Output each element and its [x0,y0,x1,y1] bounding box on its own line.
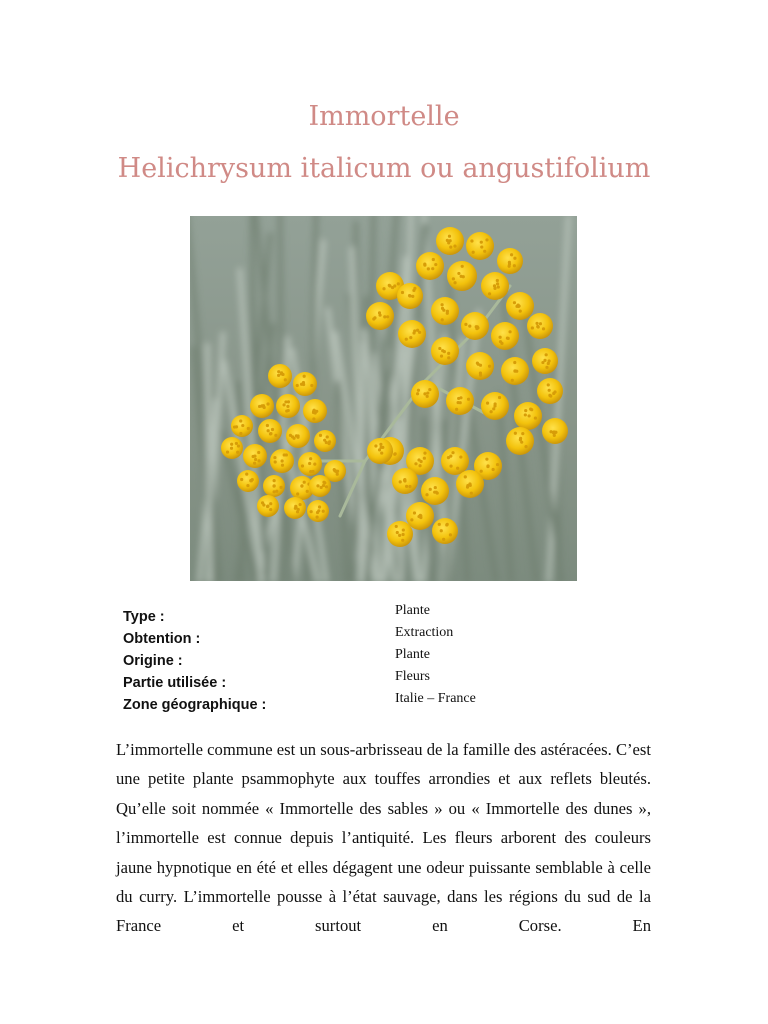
floret-dot [508,261,511,264]
floret-dot [284,400,287,403]
floret-dot [440,355,443,358]
floret-dot [333,468,336,471]
floret-dot [507,337,510,340]
floret-dot [519,438,522,441]
floret-dot [403,479,406,482]
floret-dot [273,490,276,493]
floret-dot [396,531,399,534]
floret-dot [548,389,551,392]
floret-dot [241,424,244,427]
page-subtitle: Helichrysum italicum ou angustifolium [117,153,651,184]
floret-dot [537,325,540,328]
floret-dot [414,462,417,465]
floret-dot [449,533,452,536]
floret-dot [461,265,464,268]
floret-dot [472,251,475,254]
floret-dot [453,281,456,284]
flower-head [416,252,444,280]
floret-dot [534,416,537,419]
floret-dot [397,282,400,285]
flower-head [258,419,282,443]
floret-dot [309,457,312,460]
floret-dot [284,378,287,381]
floret-dot [325,485,328,488]
floret-dot [535,322,538,325]
floret-dot [258,405,261,408]
floret-dot [427,267,430,270]
floret-dot [423,452,426,455]
floret-dot [319,434,322,437]
floret-dot [428,388,431,391]
floret-dot [508,265,511,268]
floret-dot [235,442,238,445]
floret-dot [496,279,499,282]
floret-dot [494,402,497,405]
floret-dot [510,253,513,256]
floret-dot [299,503,302,506]
info-value-origine: Plante [395,647,430,662]
floret-dot [245,473,248,476]
floret-dot [513,257,516,260]
floret-dot [513,361,516,364]
floret-dot [296,492,299,495]
floret-dot [468,325,471,328]
floret-dot [310,384,313,387]
floret-dot [317,509,320,512]
floret-dot [277,374,280,377]
floret-dot [486,402,489,405]
floret-dot [372,317,375,320]
floret-dot [417,389,420,392]
floret-dot [261,501,264,504]
floret-dot [480,470,483,473]
floret-dot [513,301,516,304]
floret-dot [480,245,483,248]
floret-dot [492,468,495,471]
floret-dot [388,284,391,287]
floret-dot [253,455,256,458]
floret-dot [286,405,289,408]
floret-dot [459,396,462,399]
floret-dot [272,484,275,487]
page-title: Immortelle [308,101,460,132]
floret-dot [432,258,435,261]
floret-dot [441,318,444,321]
floret-dot [382,287,385,290]
floret-dot [499,340,502,343]
floret-dot [448,235,451,238]
floret-dot [246,484,249,487]
floret-dot [398,534,401,537]
floret-dot [230,447,233,450]
floret-dot [542,327,545,330]
floret-dot [485,458,488,461]
floret-dot [413,329,416,332]
floret-dot [237,444,240,447]
floret-dot [240,478,243,481]
floret-dot [431,267,434,270]
floret-dot [273,479,276,482]
floret-dot [279,486,282,489]
info-label-obtention: Obtention : [123,631,201,647]
floret-dot [318,505,321,508]
floret-dot [310,510,313,513]
floret-dot [266,504,269,507]
floret-dot [239,432,242,435]
floret-dot [316,484,319,487]
floret-dot [451,451,454,454]
floret-dot [230,443,233,446]
floret-dot [447,241,450,244]
floret-dot [300,485,303,488]
floret-dot [423,264,426,267]
floret-dot [420,460,423,463]
floret-dot [488,365,491,368]
floret-dot [380,446,383,449]
floret-dot [476,362,479,365]
floret-dot [524,445,527,448]
floret-dot [295,434,298,437]
floret-dot [485,238,488,241]
floret-dot [457,272,460,275]
floret-dot [545,353,548,356]
body-paragraph: L’immortelle commune est un sous-arbrisseau de la famille des astéracées. C’est une petite plante psammophyte aux touffes arrondies et aux reflets bleutés. Qu’elle soit nommée « Immortelle des sables » ou « Immortelle des dunes », l’immortelle est connue depuis l’antiquité. Les fleurs arborent des couleurs jaune hypnotique en été et elles dégagent une odeur puissante semblable à celle du curry. L’immortelle pousse à l’état sauvage, dans les régions du sud de la France et surtout en Corse. En [116,740,651,936]
floret-dot [380,451,383,454]
floret-dot [467,398,470,401]
floret-dot [383,315,386,318]
floret-dot [416,392,419,395]
floret-dot [479,364,482,367]
floret-dot [440,303,443,306]
floret-dot [410,518,413,521]
floret-dot [281,459,284,462]
floret-dot [416,329,419,332]
floret-dot [273,456,276,459]
floret-dot [374,444,377,447]
floret-dot [446,312,449,315]
floret-dot [253,462,256,465]
floret-dot [312,410,315,413]
floret-dot [239,419,242,422]
floret-dot [399,480,402,483]
floret-dot [313,463,316,466]
floret-dot [459,455,462,458]
floret-dot [269,502,272,505]
info-value-obtention: Extraction [395,625,454,640]
floret-dot [508,330,511,333]
floret-dot [498,396,501,399]
floret-dot [423,457,426,460]
floret-dot [426,395,429,398]
floret-dot [528,414,531,417]
floret-dot [442,538,445,541]
floret-dot [452,277,455,280]
floret-dot [513,264,516,267]
floret-dot [326,435,329,438]
floret-dot [316,516,319,519]
floret-dot [257,451,260,454]
floret-dot [291,435,294,438]
floret-dot [251,478,254,481]
floret-dot [226,450,229,453]
floret-dot [497,285,500,288]
flower-head [527,313,553,339]
floret-dot [524,413,527,416]
floret-dot [267,429,270,432]
floret-dot [418,464,421,467]
floret-dot [281,464,284,467]
flower-head [466,232,494,260]
floret-dot [409,336,412,339]
floret-dot [530,408,533,411]
floret-dot [539,322,542,325]
floret-dot [519,310,522,313]
floret-dot [545,366,548,369]
floret-dot [438,347,441,350]
floret-dot [511,379,514,382]
floret-dot [322,510,325,513]
info-label-origine: Origine : [123,653,183,669]
floret-dot [470,239,473,242]
floret-dot [426,391,429,394]
floret-dot [312,417,315,420]
floret-dot [296,384,299,387]
floret-dot [475,327,478,330]
floret-dot [269,508,272,511]
floret-dot [269,432,272,435]
floret-dot [514,369,517,372]
floret-dot [521,432,524,435]
floret-dot [257,459,260,462]
foliage-blade [207,345,210,581]
floret-dot [263,406,266,409]
floret-dot [464,323,467,326]
floret-dot [323,439,326,442]
floret-dot [287,409,290,412]
floret-dot [271,428,274,431]
floret-dot [282,403,285,406]
floret-dot [435,491,438,494]
floret-dot [401,539,404,542]
floret-dot [408,485,411,488]
floret-dot [460,275,463,278]
floret-dot [438,523,441,526]
floret-dot [395,525,398,528]
floret-dot [425,493,428,496]
floret-dot [496,282,499,285]
floret-dot [517,304,520,307]
floret-dot [378,314,381,317]
floret-dot [541,361,544,364]
floret-dot [553,434,556,437]
floret-dot [547,359,550,362]
floret-dot [309,470,312,473]
floret-dot [483,250,486,253]
flower-head [398,320,426,348]
floret-dot [531,326,534,329]
floret-dot [492,407,495,410]
floret-dot [496,463,499,466]
floret-dot [466,486,469,489]
floret-dot [247,427,250,430]
floret-dot [328,440,331,443]
floret-dot [434,486,437,489]
floret-dot [402,528,405,531]
floret-dot [386,315,389,318]
floret-dot [277,370,280,373]
floret-dot [440,529,443,532]
floret-dot [401,533,404,536]
floret-dot [449,465,452,468]
floret-dot [413,511,416,514]
floret-dot [296,510,299,513]
floret-dot [445,523,448,526]
floret-dot [470,492,473,495]
floret-dot [553,390,556,393]
floret-dot [447,356,450,359]
info-value-partie: Fleurs [395,669,430,684]
floret-dot [493,284,496,287]
floret-dot [336,473,339,476]
floret-dot [411,295,414,298]
floret-dot [412,289,415,292]
flower-photo [190,216,577,581]
floret-dot [547,383,550,386]
floret-dot [469,484,472,487]
floret-dot [254,458,257,461]
info-value-zone: Italie – France [395,691,476,706]
floret-dot [441,349,444,352]
floret-dot [275,490,278,493]
floret-dot [429,488,432,491]
floret-dot [266,424,269,427]
floret-dot [274,434,277,437]
floret-dot [423,392,426,395]
floret-dot [554,431,557,434]
floret-dot [442,309,445,312]
floret-dot [303,481,306,484]
info-value-type: Plante [395,603,430,618]
floret-dot [457,401,460,404]
floret-dot [455,408,458,411]
floret-dot [236,451,239,454]
floret-dot [453,245,456,248]
floret-dot [447,456,450,459]
flower-head [491,322,519,350]
floret-dot [524,409,527,412]
flower-head [446,387,474,415]
floret-dot [488,292,491,295]
floret-dot [498,336,501,339]
floret-dot [308,462,311,465]
floret-dot [274,460,277,463]
floret-dot [464,475,467,478]
floret-dot [233,425,236,428]
floret-dot [266,402,269,405]
floret-dot [315,410,318,413]
floret-dot [449,246,452,249]
info-label-partie: Partie utilisée : [123,675,227,691]
floret-dot [320,486,323,489]
floret-dot [486,465,489,468]
floret-dot [294,506,297,509]
floret-dot [391,286,394,289]
floret-dot [303,375,306,378]
info-label-type: Type : [123,609,165,625]
floret-dot [300,383,303,386]
floret-dot [548,394,551,397]
floret-dot [456,467,459,470]
floret-dot [490,410,493,413]
floret-dot [405,485,408,488]
floret-dot [283,453,286,456]
floret-dot [401,291,404,294]
floret-dot [447,352,450,355]
floret-dot [480,241,483,244]
floret-dot [408,294,411,297]
floret-dot [301,464,304,467]
floret-dot [280,371,283,374]
info-label-zone: Zone géographique : [123,697,267,713]
floret-dot [479,371,482,374]
floret-dot [434,263,437,266]
floret-dot [394,452,397,455]
floret-dot [322,481,325,484]
floret-dot [419,516,422,519]
floret-dot [379,443,382,446]
floret-dot [306,490,309,493]
floret-dot [514,432,517,435]
flower-head [441,447,469,475]
floret-dot [405,338,408,341]
